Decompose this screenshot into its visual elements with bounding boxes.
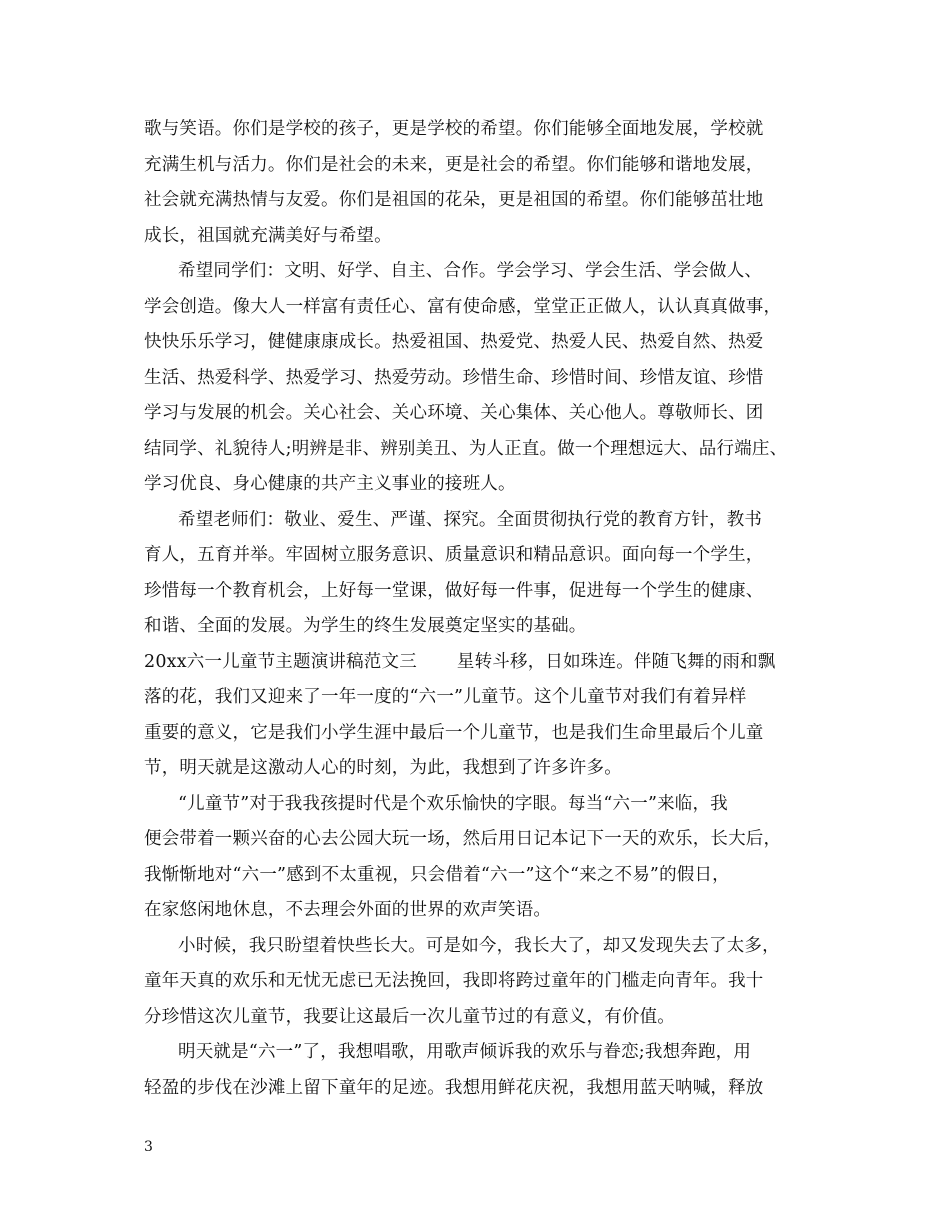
- text-line: 小时候，我只盼望着快些长大。可是如今，我长大了，却又发现失去了太多，: [178, 935, 780, 956]
- text-line: 歌与笑语。你们是学校的孩子，更是学校的希望。你们能够全面地发展，学校就: [144, 119, 764, 139]
- section-heading-continuation: 星转斗移，日如珠连。伴随飞舞的雨和飘: [456, 651, 776, 672]
- section-heading-line: [144, 645, 834, 681]
- text-line: 学会创造。像大人一样富有责任心、富有使命感，堂堂正正做人，认认真真做事，: [144, 296, 782, 317]
- text-line: 快快乐乐学习，健健康康成长。热爱祖国、热爱党、热爱人民、热爱自然、热爱: [144, 332, 764, 352]
- text-line: 希望同学们：文明、好学、自主、合作。学会学习、学会生活、学会做人、: [178, 261, 763, 281]
- text-line: “儿童节”对于我我孩提时代是个欢乐愉快的字眼。每当“六一”来临，我: [178, 793, 728, 814]
- page-number: 3: [144, 1139, 153, 1155]
- text-line: 便会带着一颗兴奋的心去公园大玩一场，然后用日记本记下一天的欢乐，长大后，: [144, 829, 782, 849]
- text-line: 落的花，我们又迎来了一年一度的“六一”儿童节。这个儿童节对我们有着异样: [144, 687, 747, 707]
- text-line: 育人，五育并举。牢固树立服务意识、质量意识和精品意识。面向每一个学生，: [144, 545, 764, 565]
- text-line: 成长，祖国就充满美好与希望。: [144, 225, 392, 246]
- paragraph-block-after: [144, 680, 834, 1106]
- text-line: 学习优良、身心健康的共产主义事业的接班人。: [144, 474, 516, 494]
- text-line: 希望老师们：敬业、爱生、严谨、探究。全面贯彻执行党的教育方针，教书: [178, 509, 763, 530]
- text-line: 轻盈的步伐在沙滩上留下童年的足迹。我想用鲜花庆祝，我想用蓝天呐喊，释放: [144, 1077, 764, 1098]
- text-line: 明天就是“六一”了，我想唱歌，用歌声倾诉我的欢乐与眷恋;我想奔跑，用: [178, 1042, 752, 1062]
- text-line: 我惭惭地对“六一”感到不太重视，只会借着“六一”这个“来之不易”的假日，: [144, 864, 730, 885]
- text-line: 学习与发展的机会。关心社会、关心环境、关心集体、关心他人。尊敬师长、团: [144, 403, 764, 423]
- text-line: 结同学、礼貌待人;明辨是非、辨别美丑、为人正直。做一个理想远大、品行端庄、: [144, 438, 788, 459]
- text-line: 和谐、全面的发展。为学生的终生发展奠定坚实的基础。: [144, 616, 587, 636]
- text-line: 生活、热爱科学、热爱学习、热爱劳动。珍惜生命、珍惜时间、珍惜友谊、珍惜: [144, 367, 764, 388]
- text-line: 童年天真的欢乐和无忧无虑已无法挽回，我即将跨过童年的门槛走向青年。我十: [144, 971, 764, 991]
- text-line: 节，明天就是这激动人心的时刻，为此，我想到了许多许多。: [144, 758, 622, 778]
- text-line: 重要的意义，它是我们小学生涯中最后一个儿童节，也是我们生命里最后个儿童: [144, 722, 764, 743]
- text-line: 珍惜每一个教育机会，上好每一堂课，做好每一件事，促进每一个学生的健康、: [144, 580, 764, 601]
- section-heading-title: 20xx六一儿童节主题演讲稿范文三: [144, 651, 417, 672]
- text-line: 社会就充满热情与友爱。你们是祖国的花朵，更是祖国的希望。你们能够茁壮地: [144, 190, 764, 210]
- body-text: [144, 112, 834, 1106]
- paragraph-block-before: [144, 112, 834, 645]
- text-line: 分珍惜这次儿童节，我要让这最后一次儿童节过的有意义，有价值。: [144, 1006, 675, 1027]
- text-line: 充满生机与活力。你们是社会的未来，更是社会的希望。你们能够和谐地发展，: [144, 154, 764, 175]
- text-line: 在家悠闲地休息，不去理会外面的世界的欢声笑语。: [144, 900, 552, 920]
